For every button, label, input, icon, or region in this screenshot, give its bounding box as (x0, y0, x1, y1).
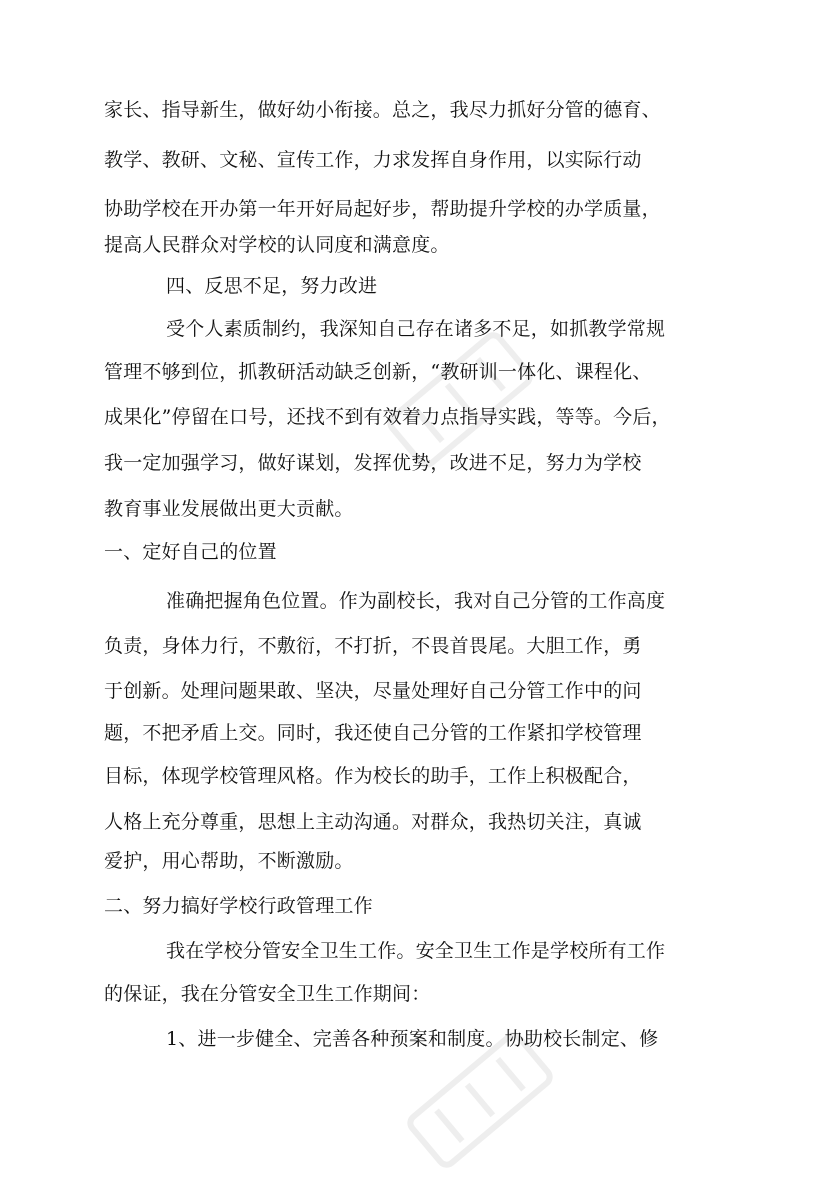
paragraph-line: 成果化”停留在口号，还找不到有效着力点指导实践，等等。今后， (104, 406, 671, 428)
paragraph-line: 协助学校在开办第一年开好局起好步，帮助提升学校的办学质量， (104, 198, 661, 220)
paragraph-line: 教育事业发展做出更大贡献。 (104, 498, 354, 520)
paragraph-line: 我在学校分管安全卫生工作。安全卫生工作是学校所有工作 (166, 940, 666, 962)
paragraph-line: 管理不够到位，抓教研活动缺乏创新，“教研训一体化、课程化、 (104, 361, 652, 383)
paragraph-line: 受个人素质制约，我深知自己存在诸多不足，如抓教学常规 (166, 318, 666, 340)
paragraph-line: 人格上充分尊重，思想上主动沟通。对群众，我热切关注，真诚 (104, 811, 642, 833)
paragraph-line: 负责，身体力行，不敷衍，不打折，不畏首畏尾。大胆工作，勇 (104, 635, 642, 657)
paragraph-line: 的保证，我在分管安全卫生工作期间： (104, 983, 431, 1005)
paragraph-line: 目标，体现学校管理风格。作为校长的助手，工作上积极配合， (104, 765, 642, 787)
section-heading: 一、定好自己的位置 (104, 541, 277, 563)
paragraph-line: 1、进一步健全、完善各种预案和制度。协助校长制定、修 (166, 1028, 659, 1050)
paragraph-line: 提高人民群众对学校的认同度和满意度。 (104, 234, 450, 256)
paragraph-line: 教学、教研、文秘、宣传工作，力求发挥自身作用，以实际行动 (104, 149, 642, 171)
section-heading: 二、努力搞好学校行政管理工作 (104, 895, 373, 917)
paragraph-line: 题，不把矛盾上交。同时，我还使自己分管的工作紧扣学校管理 (104, 722, 642, 744)
paragraph-line: 于创新。处理问题果敢、坚决，尽量处理好自己分管工作中的问 (104, 680, 642, 702)
paragraph-line: 准确把握角色位置。作为副校长，我对自己分管的工作高度 (166, 590, 666, 612)
paragraph-line: 爱护，用心帮助，不断激励。 (104, 850, 354, 872)
paragraph-line: 我一定加强学习，做好谋划，发挥优势，改进不足，努力为学校 (104, 452, 642, 474)
section-heading: 四、反思不足，努力改进 (166, 275, 378, 297)
paragraph-line: 家长、指导新生，做好幼小衔接。总之，我尽力抓好分管的德育、 (104, 99, 661, 121)
